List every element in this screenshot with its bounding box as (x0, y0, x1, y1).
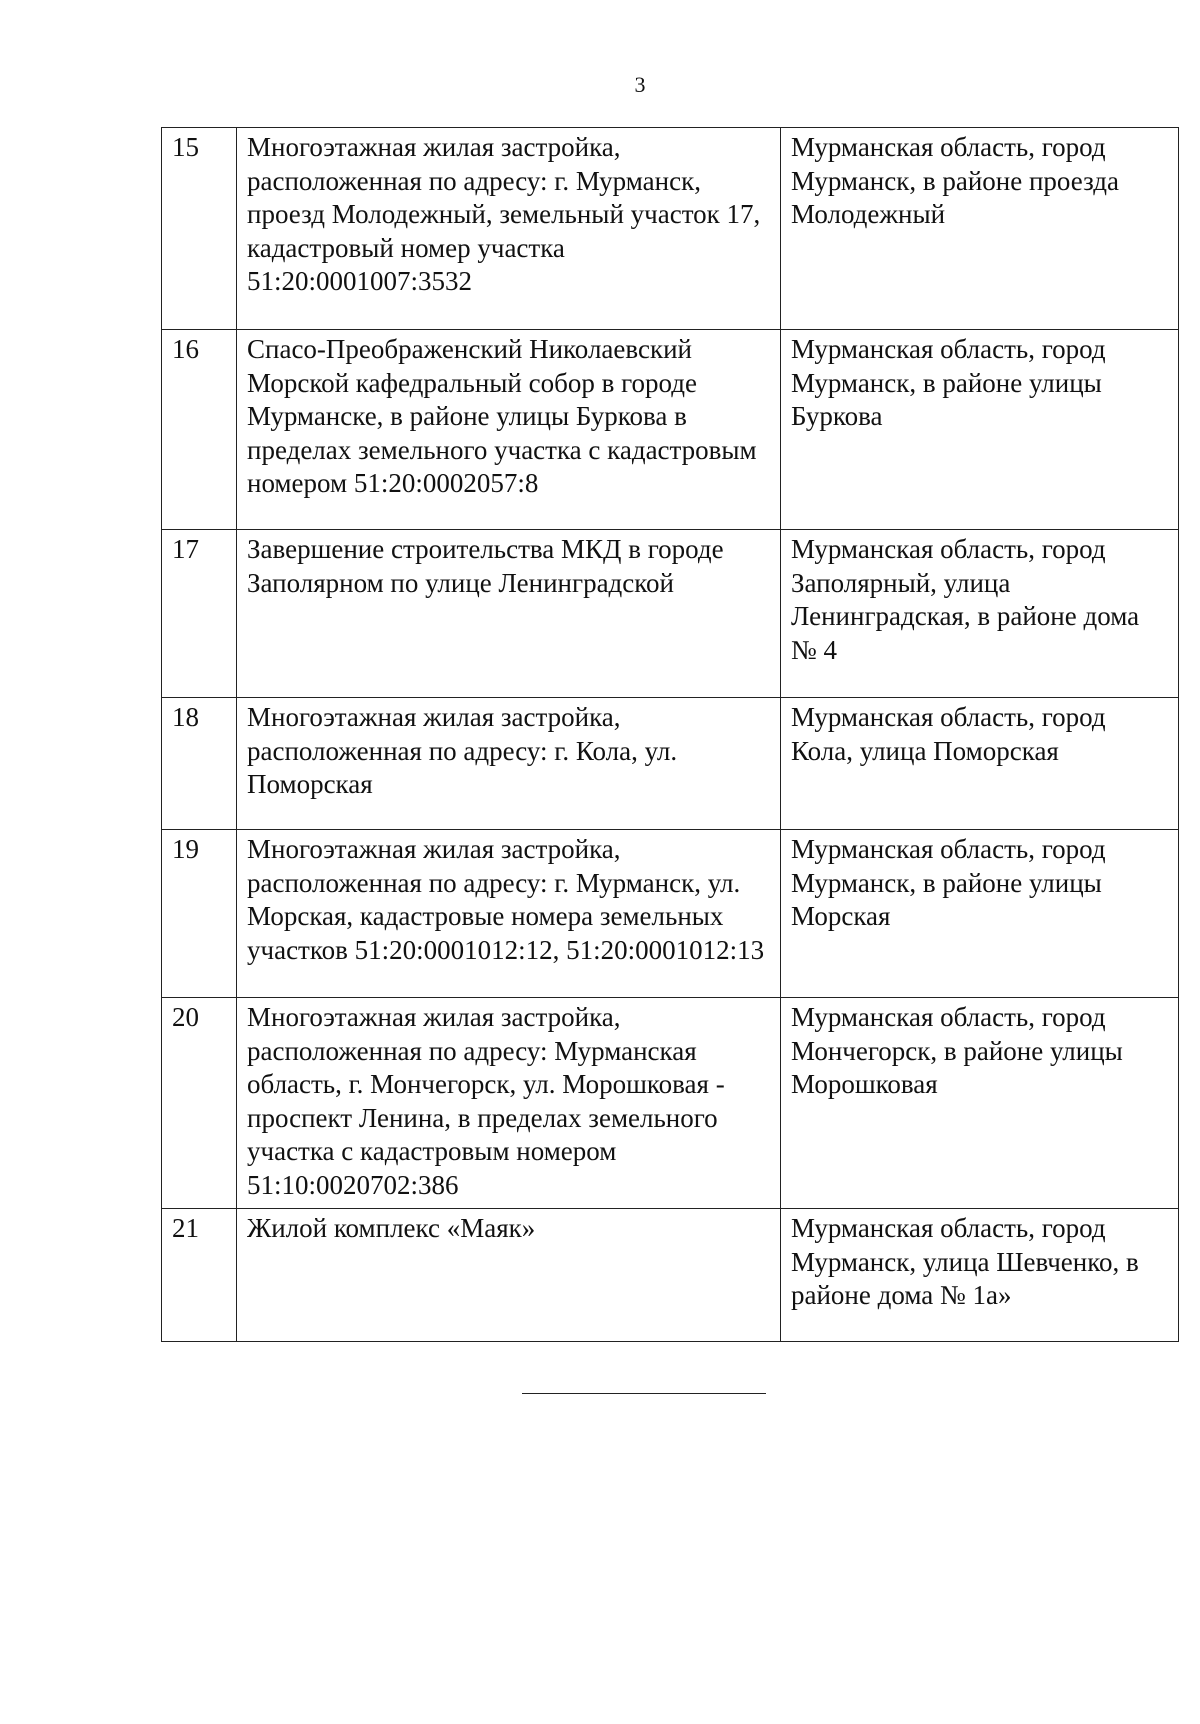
object-description-cell (237, 128, 781, 330)
table-row (162, 530, 1179, 698)
row-number: 20 (162, 998, 237, 1209)
location-text: Мурманская область, город Заполярный, улица Ленинградская, в районе дома № 4 (791, 534, 1140, 665)
row-number: 21 (162, 1209, 237, 1342)
table-row (162, 830, 1179, 998)
object-description-cell (237, 530, 781, 698)
location-cell (781, 330, 1179, 530)
objects-table (161, 127, 1179, 1342)
location-text: Мурманская область, город Мурманск, в районе проезда Молодежный (791, 132, 1119, 229)
location-text: Мурманская область, город Мурманск, улица Шевченко, в районе дома № 1а» (791, 1213, 1139, 1310)
table-row (162, 128, 1179, 330)
location-cell (781, 530, 1179, 698)
page-number: 3 (634, 72, 646, 97)
object-description-cell (237, 1209, 781, 1342)
closing-rule (522, 1393, 766, 1394)
row-number: 15 (162, 128, 237, 330)
object-description: Жилой комплекс «Маяк» (247, 1213, 536, 1243)
row-number: 19 (162, 830, 237, 998)
object-description: Многоэтажная жилая застройка, расположенная по адресу: г. Кола, ул. Поморская (247, 702, 678, 799)
location-cell (781, 698, 1179, 830)
location-cell (781, 830, 1179, 998)
location-text: Мурманская область, город Мончегорск, в районе улицы Морошковая (791, 1002, 1123, 1099)
table-row (162, 998, 1179, 1209)
table-row (162, 330, 1179, 530)
location-cell (781, 128, 1179, 330)
object-description: Спасо-Преображенский Николаевский Морской кафедральный собор в городе Мурманске, в районе улицы Буркова в пределах земельного участка с кадастровым номером 51:20:0002057:8 (247, 334, 757, 498)
location-cell (781, 1209, 1179, 1342)
object-description: Многоэтажная жилая застройка, расположенная по адресу: г. Мурманск, проезд Молодежный, земельный участок 17, кадастровый номер участка 51:20:0001007:3532 (247, 132, 761, 296)
row-number: 18 (162, 698, 237, 830)
row-number: 17 (162, 530, 237, 698)
table-row (162, 1209, 1179, 1342)
object-description-cell (237, 998, 781, 1209)
table-row (162, 698, 1179, 830)
object-description-cell (237, 830, 781, 998)
location-text: Мурманская область, город Кола, улица Поморская (791, 702, 1106, 766)
row-number: 16 (162, 330, 237, 530)
object-description: Завершение строительства МКД в городе Заполярном по улице Ленинградской (247, 534, 724, 598)
location-text: Мурманская область, город Мурманск, в районе улицы Морская (791, 834, 1106, 931)
object-description: Многоэтажная жилая застройка, расположенная по адресу: г. Мурманск, ул. Морская, кадастровые номера земельных участков 51:20:0001012:12, 51:20:0001012:13 (247, 834, 765, 965)
object-description-cell (237, 330, 781, 530)
object-description-cell (237, 698, 781, 830)
object-description: Многоэтажная жилая застройка, расположенная по адресу: Мурманская область, г. Мончегорск, ул. Морошковая - проспект Ленина, в пределах земельного участка с кадастровым номером 51:10:0020702:386 (247, 1002, 725, 1200)
location-cell (781, 998, 1179, 1209)
location-text: Мурманская область, город Мурманск, в районе улицы Буркова (791, 334, 1106, 431)
